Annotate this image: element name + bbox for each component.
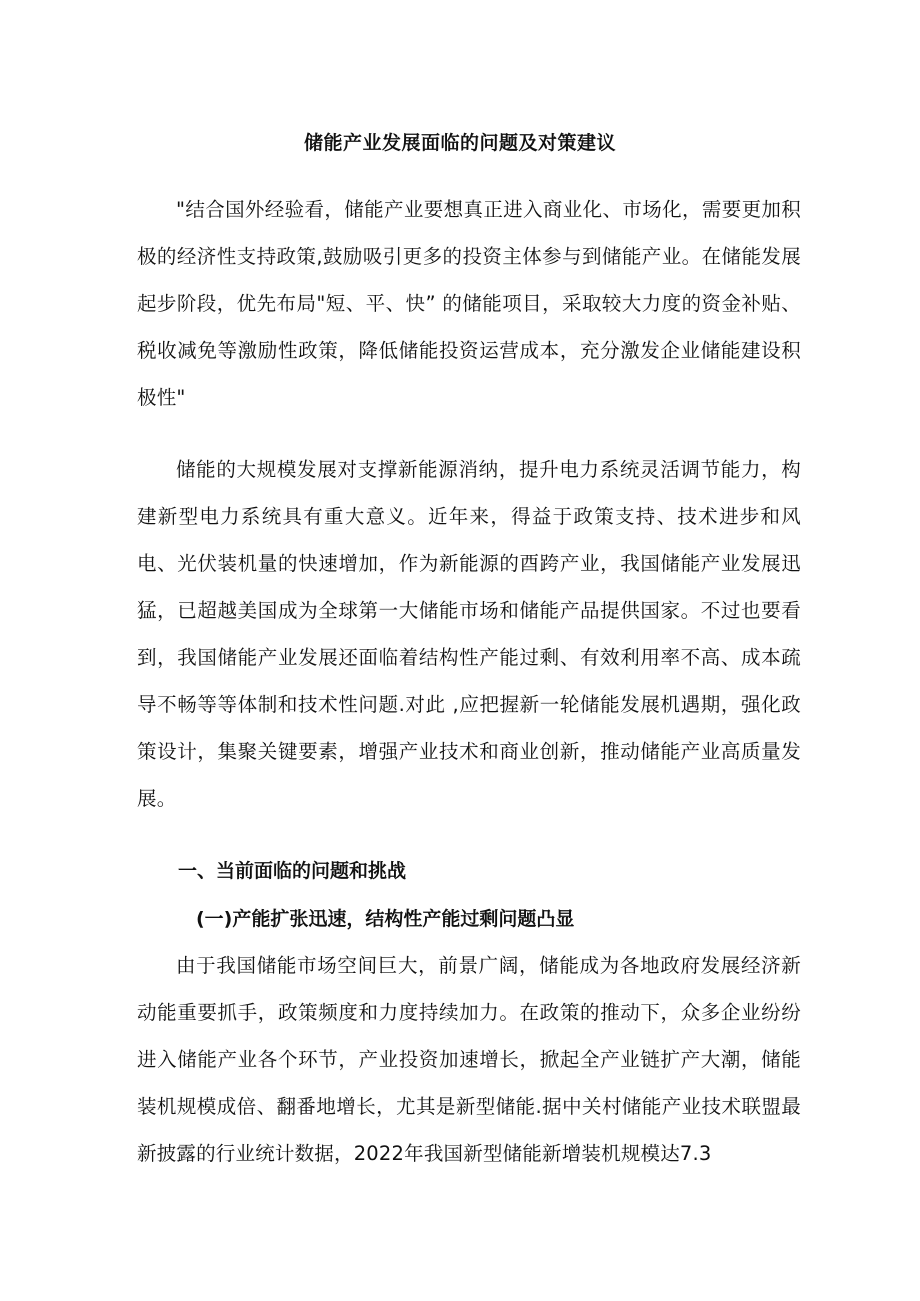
section-heading: 一、当前面临的问题和挑战 [178, 860, 407, 882]
subsection-heading: (一)产能扩张迅速，结构性产能过剩问题凸显 [196, 908, 575, 930]
intro-paragraph: 储能的大规模发展对支撑新能源消纳，提升电力系统灵活调节能力，构建新型电力系统具有重大意义。近年来，得益于政策支持、技术进步和风电、光伏装机量的快速增加，作为新能源的酉跨产业，我国储能产业发展迅猛，已超越美国成为全球第一大储能市场和储能产品提供国家。不过也要看到，我国储能产业发展还面临着结构性产能过剩、有效利用率不高、成本疏导不畅等等体制和技术性问题.对此 ,应把握新一轮储能发展机遇期，强化政策设计，集聚关键要素，增强产业技术和商业创新，推动储能产业高质量发展。 [137, 458, 801, 810]
body-paragraph: 由于我国储能市场空间巨大，前景广阔，储能成为各地政府发展经济新动能重要抓手，政策频度和力度持续加力。在政策的推动下，众多企业纷纷进入储能产业各个环节，产业投资加速增长，掀起全产业链扩产大潮，储能装机规模成倍、翻番地增长，尤其是新型储能.据中关村储能产业技术联盟最新披露的行业统计数据，2022年我国新型储能新增装机规模达7.3 [137, 954, 801, 1165]
quote-paragraph: "结合国外经验看，储能产业要想真正进入商业化、市场化，需要更加积极的经济性支持政策,鼓励吸引更多的投资主体参与到储能产业。在储能发展起步阶段，优先布局"短、平、快” 的储能项目，采取较大力度的资金补贴、税收减免等激励性政策，降低储能投资运营成本，充分激发企业储能建设积极性" [137, 198, 801, 409]
document-title: 储能产业发展面临的问题及对策建议 [303, 132, 616, 154]
